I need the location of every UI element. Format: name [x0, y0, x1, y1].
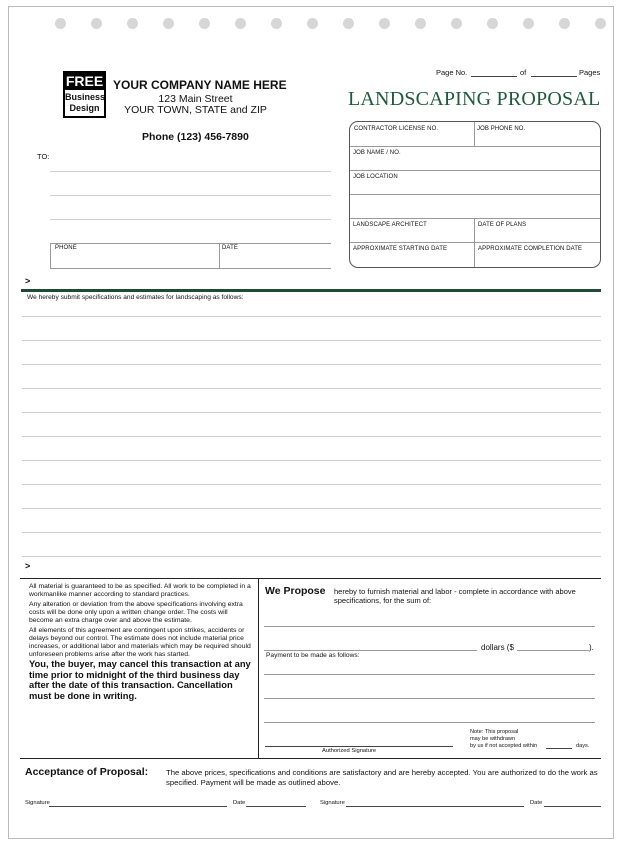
- authorized-signature-label: Authorized Signature: [322, 748, 377, 754]
- buyer-date-line[interactable]: [246, 806, 306, 807]
- page-no-label: Page No.: [436, 68, 468, 77]
- spec-line[interactable]: [22, 532, 601, 533]
- company-city: YOUR TOWN, STATE and ZIP: [124, 104, 267, 116]
- punch-hole: [91, 18, 102, 29]
- acceptance-heading: Acceptance of Proposal:: [25, 766, 149, 778]
- payment-line[interactable]: [264, 698, 595, 699]
- note-line-2: may be withdrawn: [470, 736, 516, 742]
- sum-line[interactable]: [264, 626, 595, 627]
- landscape-architect-label: LANDSCAPE ARCHITECT: [353, 222, 427, 228]
- punch-hole: [487, 18, 498, 29]
- dollars-label: dollars ($: [481, 643, 514, 652]
- phone-date-bottom-line: [50, 268, 331, 269]
- form-title: LANDSCAPING PROPOSAL: [348, 88, 601, 110]
- page-of-label: of: [520, 68, 527, 77]
- we-propose-text: hereby to furnish material and labor - complete in accordance with above specifications, for the sum of:: [334, 587, 576, 605]
- phone-date-left-border: [50, 243, 51, 268]
- company-phone: Phone (123) 456-7890: [142, 131, 249, 143]
- spec-line[interactable]: [22, 412, 601, 413]
- arrow-marker: >: [25, 276, 31, 286]
- terms-bottom-rule: [20, 758, 601, 759]
- days-field[interactable]: [546, 748, 572, 749]
- note-line-1: Note: This proposal: [470, 729, 519, 735]
- signature-label-2: Signature: [320, 800, 345, 806]
- days-label: days.: [576, 743, 590, 749]
- spec-line[interactable]: [22, 460, 601, 461]
- we-propose-heading: We Propose: [265, 585, 326, 597]
- punch-hole: [343, 18, 354, 29]
- terms-alteration: Any alteration or deviation from the above specifications involving extra costs will be done only upon a written change order. The costs will become an extra charge over and above the estimate.: [29, 601, 243, 625]
- punch-hole: [199, 18, 210, 29]
- buyer-signature-line-2[interactable]: [346, 806, 524, 807]
- job-box-row-line: [350, 146, 600, 147]
- punch-hole: [595, 18, 606, 29]
- to-line[interactable]: [50, 195, 331, 196]
- punch-hole: [55, 18, 66, 29]
- job-location-label: JOB LOCATION: [353, 174, 398, 180]
- authorized-signature-line[interactable]: [265, 746, 453, 747]
- terms-guarantee: All material is guaranteed to be as specified. All work to be completed in a workmanlike manner according to standard practices.: [29, 583, 251, 599]
- acceptance-text: The above prices, specifications and conditions are satisfactory and are hereby accepted. You are authorized to do the work as specified. Payment will be made as outlined above.: [166, 768, 598, 787]
- signature-label: Signature: [25, 800, 50, 806]
- terms-divider: [258, 578, 259, 758]
- payment-line[interactable]: [264, 722, 595, 723]
- job-name-label: JOB NAME / NO.: [353, 150, 401, 156]
- job-box-row-line: [350, 242, 600, 243]
- logo-free: FREE: [65, 73, 104, 89]
- phone-date-divider: [219, 243, 220, 268]
- punch-hole: [523, 18, 534, 29]
- spec-line[interactable]: [22, 556, 601, 557]
- spec-line[interactable]: [22, 364, 601, 365]
- logo-line3: Design: [69, 103, 100, 113]
- dollars-end: ).: [589, 643, 594, 652]
- punch-hole: [163, 18, 174, 29]
- page-total-field[interactable]: [531, 76, 577, 77]
- company-logo: [63, 71, 106, 118]
- to-line[interactable]: [50, 219, 331, 220]
- punch-hole: [271, 18, 282, 29]
- to-label: TO:: [37, 152, 50, 161]
- job-box-col-line: [474, 122, 475, 146]
- spec-line[interactable]: [22, 316, 601, 317]
- dollars-amount-field[interactable]: [517, 650, 589, 651]
- terms-top-rule: [20, 578, 601, 579]
- cancellation-notice: You, the buyer, may cancel this transaction at any time prior to midnight of the third business day after the date of this transaction. Cancellation must be done in writing.: [29, 658, 251, 701]
- spec-line[interactable]: [22, 340, 601, 341]
- buyer-signature-line[interactable]: [49, 806, 227, 807]
- spec-top-rule: [21, 289, 601, 292]
- sum-words-line[interactable]: [264, 650, 477, 651]
- job-box-row-line: [350, 194, 600, 195]
- contractor-license-label: CONTRACTOR LICENSE NO.: [354, 126, 439, 132]
- punch-hole: [379, 18, 390, 29]
- punch-hole: [127, 18, 138, 29]
- spec-intro: We hereby submit specifications and estimates for landscaping as follows:: [27, 294, 244, 301]
- punch-hole: [451, 18, 462, 29]
- payment-label: Payment to be made as follows:: [266, 652, 360, 659]
- spec-line[interactable]: [22, 484, 601, 485]
- phone-label: PHONE: [55, 245, 77, 251]
- date-label: DATE: [222, 245, 238, 251]
- date-of-plans-label: DATE OF PLANS: [478, 222, 527, 228]
- to-line[interactable]: [50, 243, 331, 244]
- terms-contingency: All elements of this agreement are contingent upon strikes, accidents or delays beyond our control. The estimate does not include material price increases, or additional labor and materials which may be required should unforeseen problems arise after the work has started.: [29, 627, 251, 659]
- pages-label: Pages: [579, 68, 601, 77]
- company-street: 123 Main Street: [158, 93, 233, 105]
- punch-hole: [235, 18, 246, 29]
- spec-line[interactable]: [22, 436, 601, 437]
- signature-date-label: Date: [233, 800, 246, 806]
- signature-date-label-2: Date: [530, 800, 543, 806]
- company-name: YOUR COMPANY NAME HERE: [113, 78, 287, 92]
- buyer-date-line-2[interactable]: [544, 806, 601, 807]
- punch-hole: [415, 18, 426, 29]
- job-box-row-line: [350, 218, 600, 219]
- approx-completion-label: APPROXIMATE COMPLETION DATE: [478, 246, 583, 252]
- job-box-col-line: [474, 218, 475, 267]
- note-line-3: by us if not accepted within: [470, 743, 538, 749]
- punch-hole: [559, 18, 570, 29]
- payment-line[interactable]: [264, 674, 595, 675]
- to-line[interactable]: [50, 171, 331, 172]
- logo-line2: Business: [65, 92, 106, 102]
- page-no-field[interactable]: [471, 76, 517, 77]
- spec-line[interactable]: [22, 508, 601, 509]
- job-phone-label: JOB PHONE NO.: [477, 126, 526, 132]
- arrow-marker-bottom: >: [25, 561, 31, 571]
- punch-hole: [307, 18, 318, 29]
- approx-start-label: APPROXIMATE STARTING DATE: [353, 246, 448, 252]
- job-box-row-line: [350, 170, 600, 171]
- spec-line[interactable]: [22, 388, 601, 389]
